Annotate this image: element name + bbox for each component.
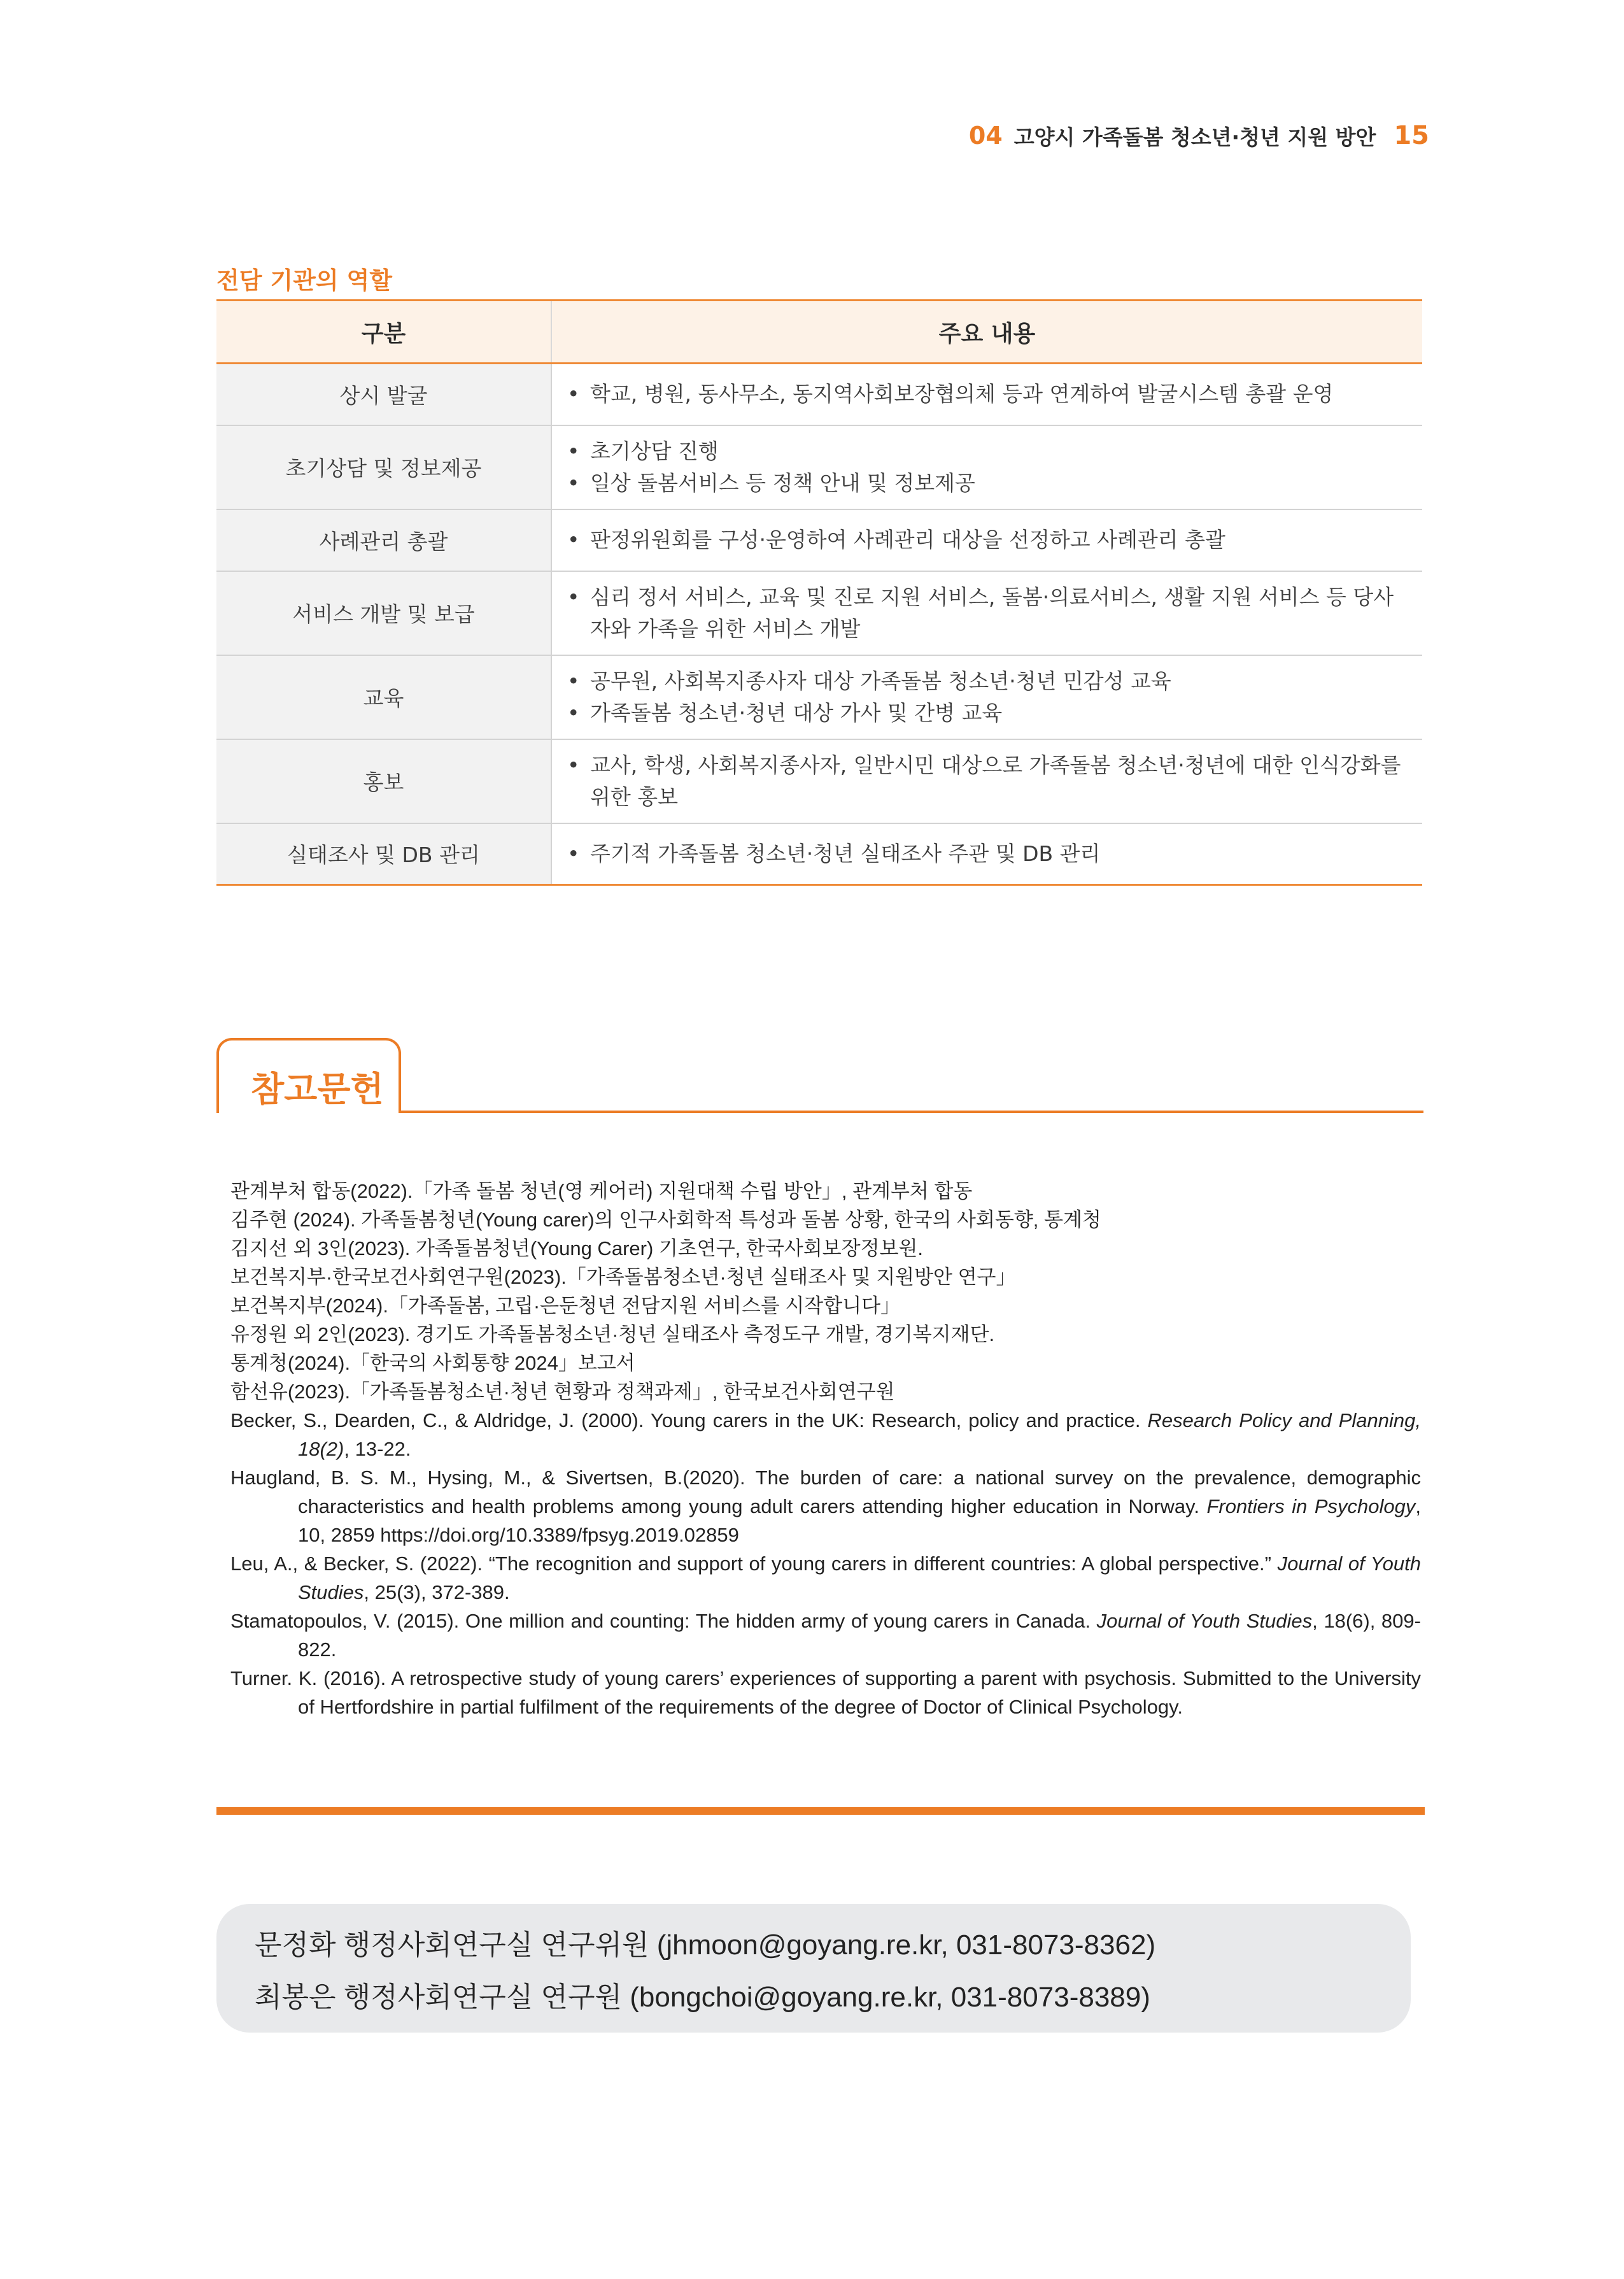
bullet-item: • 일상 돌봄서비스 등 정책 안내 및 정보제공	[565, 467, 1411, 499]
row-category: 상시 발굴	[216, 364, 551, 425]
reference-item: 관계부처 합동(2022).「가족 돌봄 청년(영 케어러) 지원대책 수립 방안」, 관계부처 합동	[230, 1180, 973, 1202]
row-content	[551, 364, 1422, 425]
author-contact-line: 문정화 행정사회연구실 연구위원 (jhmoon@goyang.re.kr, 031-8073-8362)	[255, 1929, 1156, 1961]
table-row	[216, 739, 1422, 823]
author-contact-line: 최봉은 행정사회연구실 연구원 (bongchoi@goyang.re.kr, 031-8073-8389)	[255, 1982, 1150, 2013]
table-row	[216, 509, 1422, 571]
reference-item: Becker, S., Dearden, C., & Aldridge, J. (2000). Young carers in the UK: Research, policy and practice. Research Policy and Planning, 18(2), 13-22.	[230, 1409, 1421, 1460]
bullet-item: • 학교, 병원, 동사무소, 동지역사회보장협의체 등과 연계하여 발굴시스템 총괄 운영	[565, 378, 1411, 410]
section-divider	[216, 1807, 1425, 1815]
row-category: 초기상담 및 정보제공	[216, 425, 551, 509]
table-row	[216, 655, 1422, 739]
reference-item: 보건복지부·한국보건사회연구원(2023).「가족돌봄청소년·청년 실태조사 및 지원방안 연구」	[230, 1266, 1016, 1288]
reference-item: 김주현 (2024). 가족돌봄청년(Young carer)의 인구사회학적 특성과 돌봄 상황, 한국의 사회동향, 통계청	[230, 1209, 1101, 1231]
bullet-item: • 가족돌봄 청소년·청년 대상 가사 및 간병 교육	[565, 697, 1411, 729]
bullet-item: • 심리 정서 서비스, 교육 및 진로 지원 서비스, 돌봄·의료서비스, 생활 지원 서비스 등 당사자와 가족을 위한 서비스 개발	[565, 581, 1411, 645]
reference-item: Stamatopoulos, V. (2015). One million and counting: The hidden army of young carers in Canada. Journal of Youth Studies, 18(6), 809-822.	[230, 1610, 1421, 1661]
row-content	[551, 509, 1422, 571]
page-number: 15	[1394, 121, 1429, 150]
bullet-item: • 교사, 학생, 사회복지종사자, 일반시민 대상으로 가족돌봄 청소년·청년에 대한 인식강화를 위한 홍보	[565, 749, 1411, 813]
row-category: 교육	[216, 655, 551, 739]
row-category: 사례관리 총괄	[216, 509, 551, 571]
bullet-item: • 초기상담 진행	[565, 436, 1411, 467]
reference-item: Leu, A., & Becker, S. (2022). “The recognition and support of young carers in different countries: A global perspective.” Journal of Youth Studies, 25(3), 372-389.	[230, 1552, 1421, 1603]
reference-item: Haugland, B. S. M., Hysing, M., & Sivertsen, B.(2020). The burden of care: a national survey on the prevalence, demographic characteristics and health problems among young adult carers attending higher education in Norway. Frontiers in Psychology, 10, 2859 https://doi.org/10.3389/fpsyg.2019.02859	[230, 1466, 1421, 1546]
table-caption: 전담 기관의 역할	[216, 267, 392, 294]
table-row	[216, 425, 1422, 509]
reference-item: 함선유(2023).「가족돌봄청소년·청년 현황과 정책과제」, 한국보건사회연구원	[230, 1381, 895, 1403]
row-content	[551, 739, 1422, 823]
table-row	[216, 823, 1422, 885]
reference-item: 보건복지부(2024).「가족돌봄, 고립·은둔청년 전담지원 서비스를 시작합니다」	[230, 1295, 901, 1317]
reference-item: 통계청(2024).「한국의 사회통향 2024」보고서	[230, 1352, 635, 1374]
references-list	[230, 1177, 1421, 1721]
row-category: 홍보	[216, 739, 551, 823]
row-content	[551, 571, 1422, 655]
reference-item: Turner. K. (2016). A retrospective study of young carers’ experiences of supporting a parent with psychosis. Submitted to the University of Hertfordshire in partial fulfilment of the requirements of the degree of Doctor of Clinical Psychology.	[230, 1667, 1421, 1718]
chapter-title: 고양시 가족돌봄 청소년·청년 지원 방안	[1013, 124, 1376, 150]
row-content	[551, 655, 1422, 739]
row-content	[551, 823, 1422, 885]
table-row	[216, 364, 1422, 425]
reference-item: 유정원 외 2인(2023). 경기도 가족돌봄청소년·청년 실태조사 측정도구 개발, 경기복지재단.	[230, 1323, 995, 1345]
column-header-content: 주요 내용	[551, 301, 1422, 364]
row-category: 서비스 개발 및 보급	[216, 571, 551, 655]
table-row	[216, 571, 1422, 655]
table-header-row	[216, 301, 1422, 364]
bullet-item: • 공무원, 사회복지종사자 대상 가족돌봄 청소년·청년 민감성 교육	[565, 665, 1411, 697]
references-title: 참고문헌	[251, 1069, 384, 1109]
bullet-item: • 판정위원회를 구성·운영하여 사례관리 대상을 선정하고 사례관리 총괄	[565, 524, 1411, 556]
column-header-category: 구분	[216, 301, 551, 364]
reference-item: 김지선 외 3인(2023). 가족돌봄청년(Young Carer) 기초연구, 한국사회보장정보원.	[230, 1237, 924, 1260]
role-table	[216, 299, 1422, 886]
bullet-item: • 주기적 가족돌봄 청소년·청년 실태조사 주관 및 DB 관리	[565, 838, 1411, 870]
references-underline	[399, 1111, 1423, 1113]
running-header	[969, 117, 1429, 155]
chapter-number: 04	[968, 122, 1003, 150]
row-content	[551, 425, 1422, 509]
row-category: 실태조사 및 DB 관리	[216, 823, 551, 885]
